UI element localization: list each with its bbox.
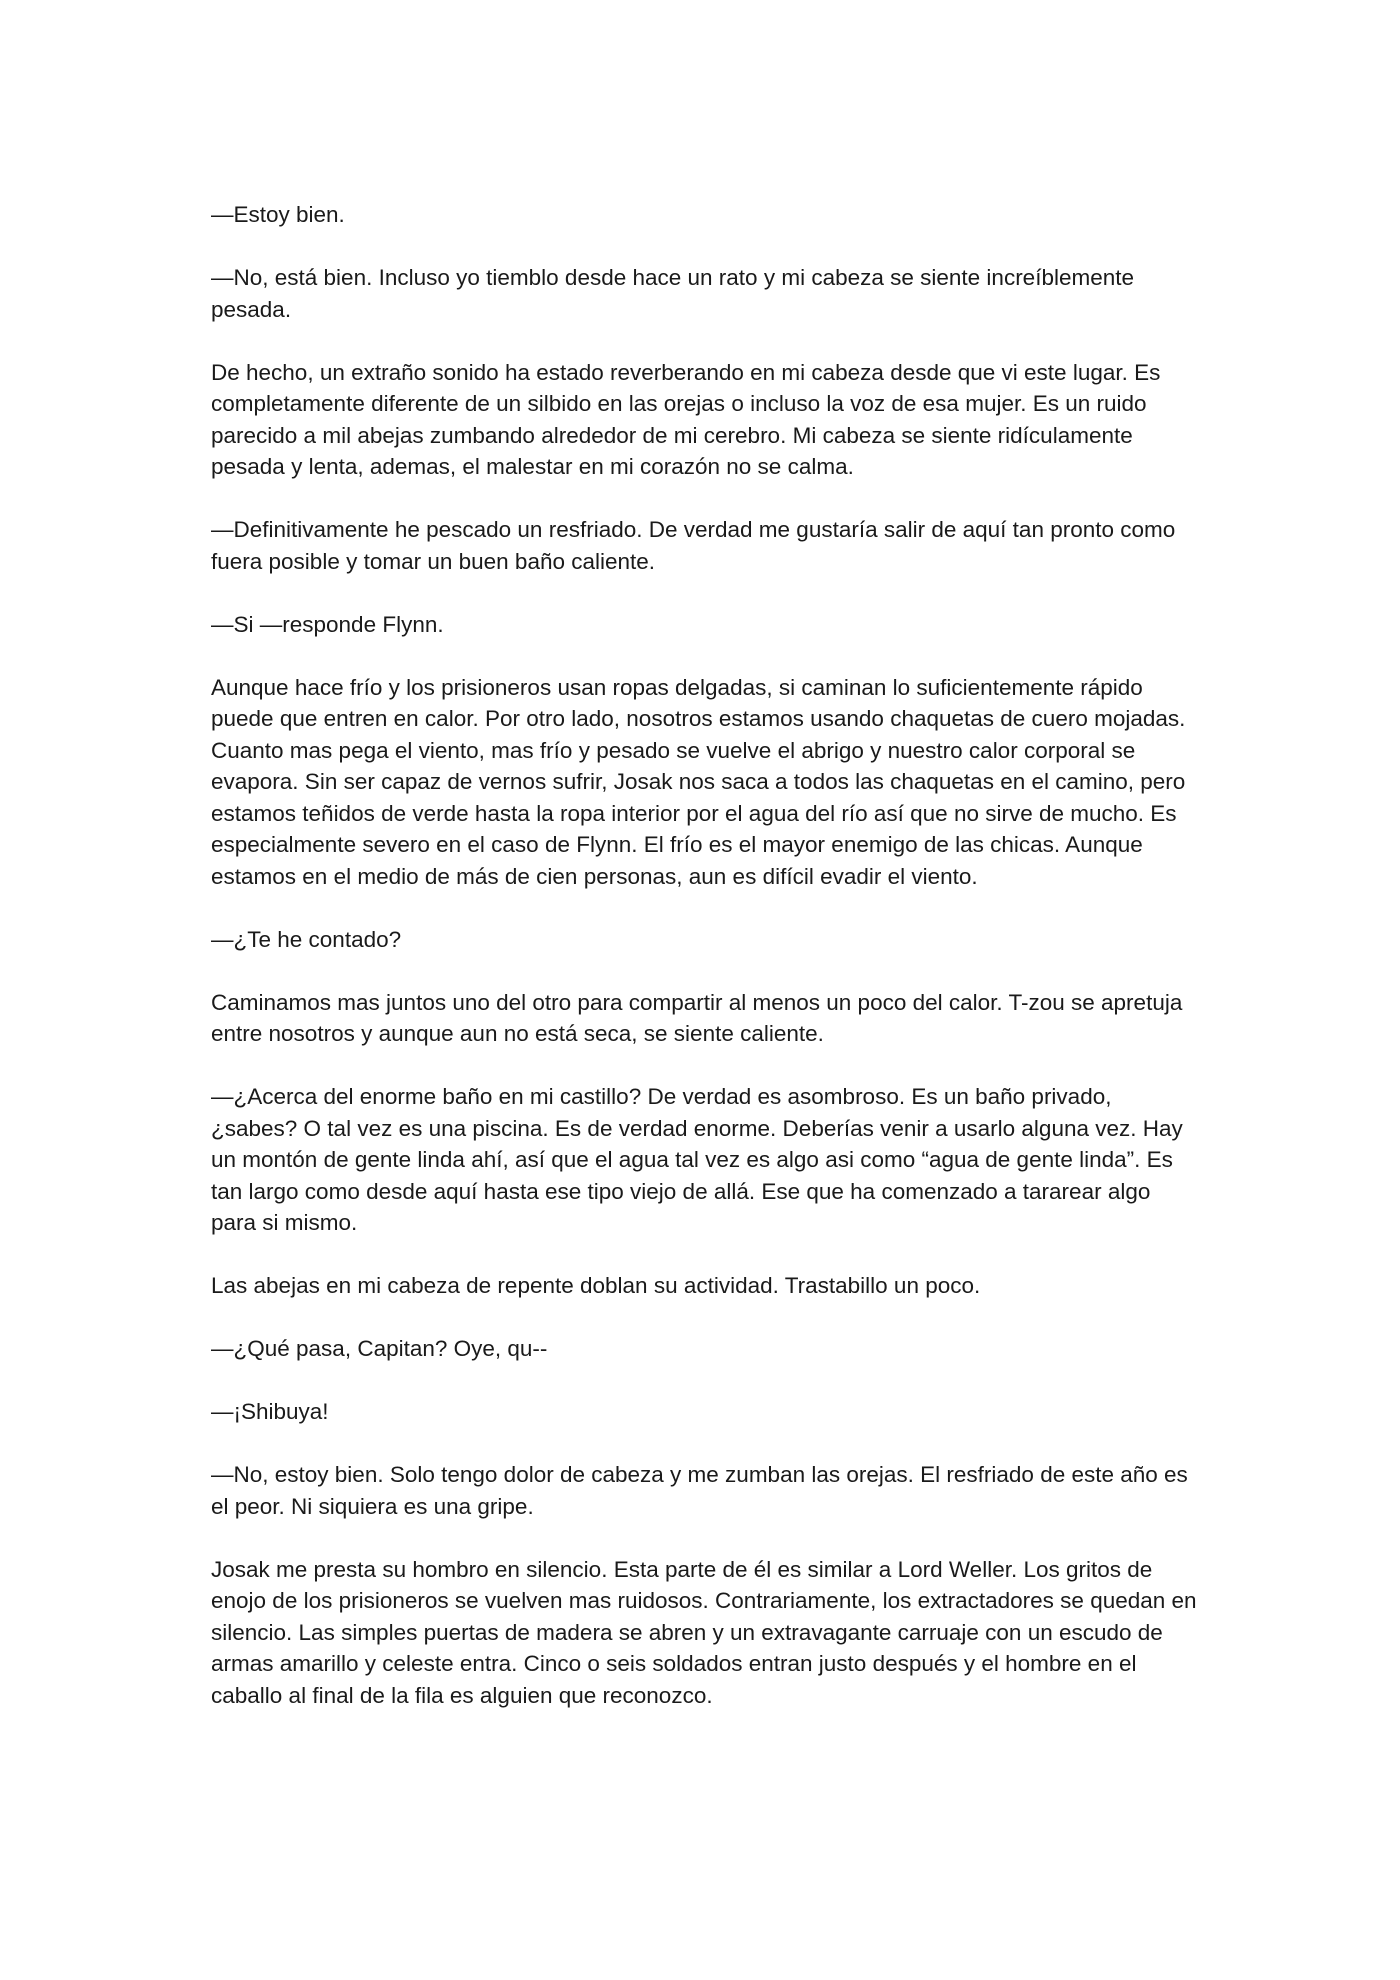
paragraph-11: —¿Qué pasa, Capitan? Oye, qu-- (211, 1336, 548, 1361)
paragraph-3: De hecho, un extraño sonido ha estado reverberando en mi cabeza desde que vi este lugar. Es completamente diferente de un silbido en las orejas o incluso la voz de esa mujer. Es un ruido parecido a mil abejas zumbando alrededor de mi cerebro. Mi cabeza se siente ridículamente pesada y lenta, ademas, el malestar en mi corazón no se calma. (211, 359, 1161, 479)
paragraph-6: Aunque hace frío y los prisioneros usan ropas delgadas, si caminan lo suficientemente rápido puede que entren en calor. Por otro lado, nosotros estamos usando chaquetas de cuero mojadas. Cuanto mas pega el viento, mas frío y pesado se vuelve el abrigo y nuestro calor corporal se evapora. Sin ser capaz de vernos sufrir, Josak nos saca a todos las chaquetas en el camino, pero estamos teñidos de verde hasta la ropa interior por el agua del río así que no sirve de mucho. Es especialmente severo en el caso de Flynn. El frío es el mayor enemigo de las chicas. Aunque estamos en el medio de más de cien personas, aun es difícil evadir el viento. (211, 674, 1186, 889)
paragraph-12: —¡Shibuya! (211, 1399, 329, 1424)
paragraph-2: —No, está bien. Incluso yo tiemblo desde hace un rato y mi cabeza se siente increíblemente pesada. (211, 265, 1135, 322)
paragraph-14: Josak me presta su hombro en silencio. Esta parte de él es similar a Lord Weller. Los gritos de enojo de los prisioneros se vuelven mas ruidosos. Contrariamente, los extractadores se quedan en silencio. Las simples puertas de madera se abren y un extravagante carruaje con un escudo de armas amarillo y celeste entra. Cinco o seis soldados entran justo después y el hombre en el caballo al final de la fila es alguien que reconozco. (211, 1556, 1197, 1708)
paragraph-13: —No, estoy bien. Solo tengo dolor de cabeza y me zumban las orejas. El resfriado de este año es el peor. Ni siquiera es una gripe. (211, 1462, 1188, 1519)
paragraph-8: Caminamos mas juntos uno del otro para compartir al menos un poco del calor. T-zou se apretuja entre nosotros y aunque aun no está seca, se siente caliente. (211, 989, 1183, 1046)
paragraph-10: Las abejas en mi cabeza de repente doblan su actividad. Trastabillo un poco. (211, 1273, 981, 1298)
paragraph-1: —Estoy bien. (211, 202, 345, 227)
paragraph-9: —¿Acerca del enorme baño en mi castillo? De verdad es asombroso. Es un baño privado, ¿sabes? O tal vez es una piscina. Es de verdad enorme. Deberías venir a usarlo alguna vez. Hay un montón de gente linda ahí, así que el agua tal vez es algo asi como “agua de gente linda”. Es tan largo como desde aquí hasta ese tipo viejo de allá. Ese que ha comenzado a tararear algo para si mismo. (211, 1084, 1183, 1235)
paragraph-7: —¿Te he contado? (211, 926, 402, 952)
paragraph-5: —Si —responde Flynn. (211, 611, 444, 637)
paragraph-4: —Definitivamente he pescado un resfriado. De verdad me gustaría salir de aquí tan pronto como fuera posible y tomar un buen baño caliente. (211, 517, 1176, 574)
text-body (211, 199, 1201, 1743)
